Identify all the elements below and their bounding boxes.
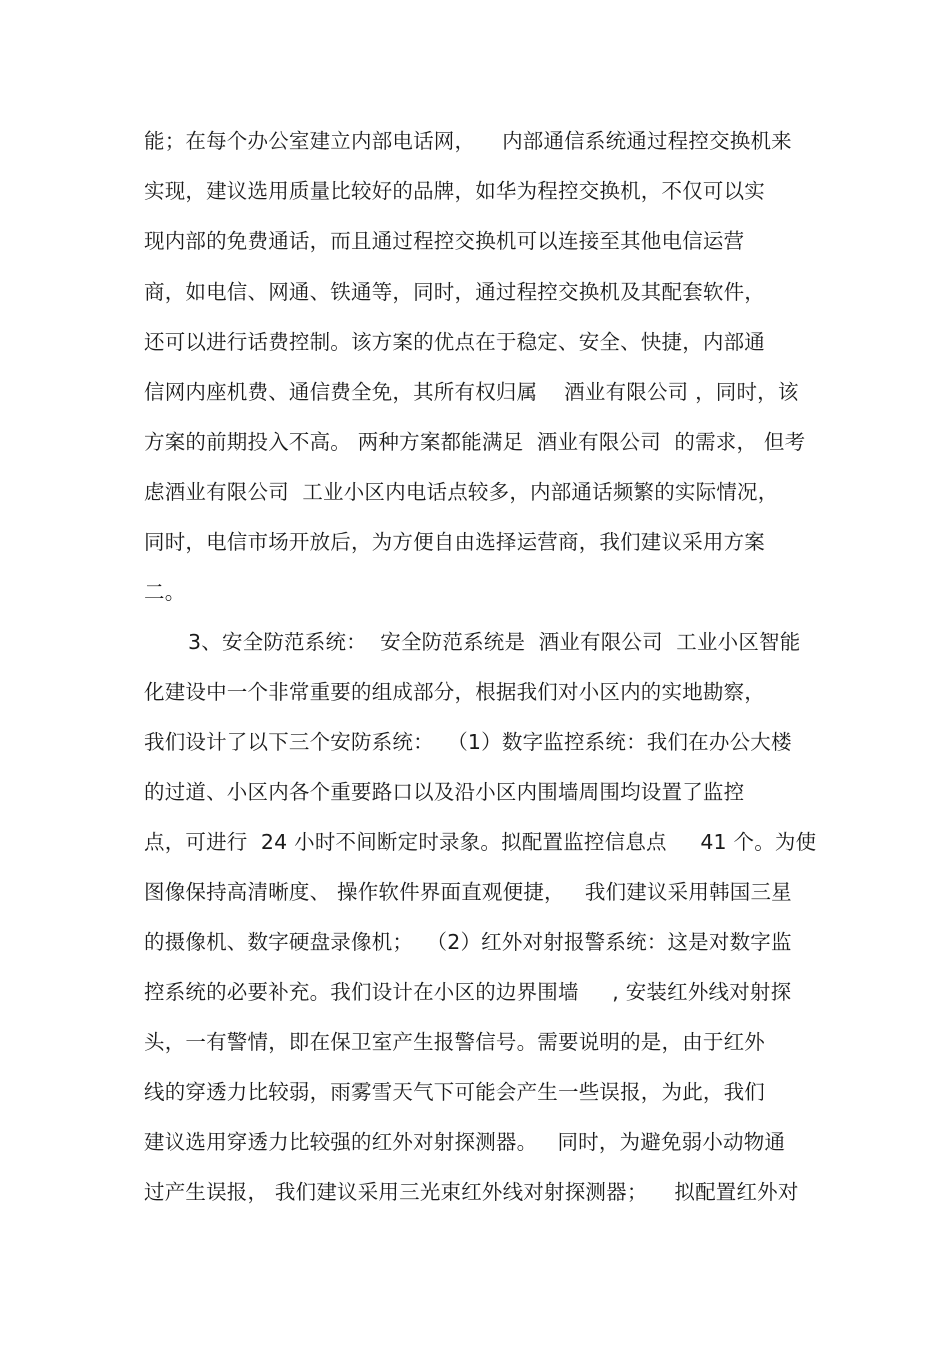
text-line-14: 的过道、小区内各个重要路口以及沿小区内围墙周围均设置了监控 — [144, 780, 745, 804]
text-line-16: 图像保持高清晰度、 操作软件界面直观便捷， 我们建议采用韩国三星 — [144, 880, 792, 904]
text-line-8: 虑酒业有限公司 工业小区内电话点较多，内部通话频繁的实际情况， — [144, 480, 779, 504]
text-line-22: 过产生误报， 我们建议采用三光束红外线对射探测器； 拟配置红外对 — [144, 1180, 799, 1204]
text-line-5: 还可以进行话费控制。该方案的优点在于稳定、安全、快捷，内部通 — [144, 330, 765, 354]
text-line-11: 3、安全防范系统： 安全防范系统是 酒业有限公司 工业小区智能 — [188, 630, 801, 654]
text-line-6: 信网内座机费、通信费全免，其所有权归属 酒业有限公司 ，同时，该 — [144, 380, 799, 404]
text-line-3: 现内部的免费通话，而且通过程控交换机可以连接至其他电信运营 — [144, 229, 745, 253]
text-line-4: 商，如电信、网通、铁通等，同时，通过程控交换机及其配套软件， — [144, 280, 765, 304]
text-line-13: 我们设计了以下三个安防系统： （1）数字监控系统：我们在办公大楼 — [144, 730, 792, 754]
text-line-10: 二。 — [144, 580, 186, 604]
text-line-15: 点，可进行 24 小时不间断定时录象。拟配置监控信息点 41 个。为使 — [144, 830, 817, 854]
text-line-20: 线的穿透力比较弱，雨雾雪天气下可能会产生一些误报，为此，我们 — [144, 1080, 765, 1104]
text-line-7: 方案的前期投入不高。 两种方案都能满足 酒业有限公司 的需求， 但考 — [144, 430, 806, 454]
text-line-19: 头，一有警情，即在保卫室产生报警信号。需要说明的是，由于红外 — [144, 1030, 765, 1054]
text-line-18: 控系统的必要补充。我们设计在小区的边界围墙 , 安装红外线对射探 — [144, 980, 792, 1004]
text-line-17: 的摄像机、数字硬盘录像机； （2）红外对射报警系统：这是对数字监 — [144, 930, 792, 954]
text-line-1: 能；在每个办公室建立内部电话网， 内部通信系统通过程控交换机来 — [144, 129, 792, 153]
text-line-2: 实现，建议选用质量比较好的品牌，如华为程控交换机，不仅可以实 — [144, 179, 765, 203]
text-line-12: 化建设中一个非常重要的组成部分，根据我们对小区内的实地勘察， — [144, 680, 765, 704]
text-line-9: 同时，电信市场开放后，为方便自由选择运营商，我们建议采用方案 — [144, 530, 765, 554]
text-line-21: 建议选用穿透力比较强的红外对射探测器。 同时，为避免弱小动物通 — [144, 1130, 786, 1154]
